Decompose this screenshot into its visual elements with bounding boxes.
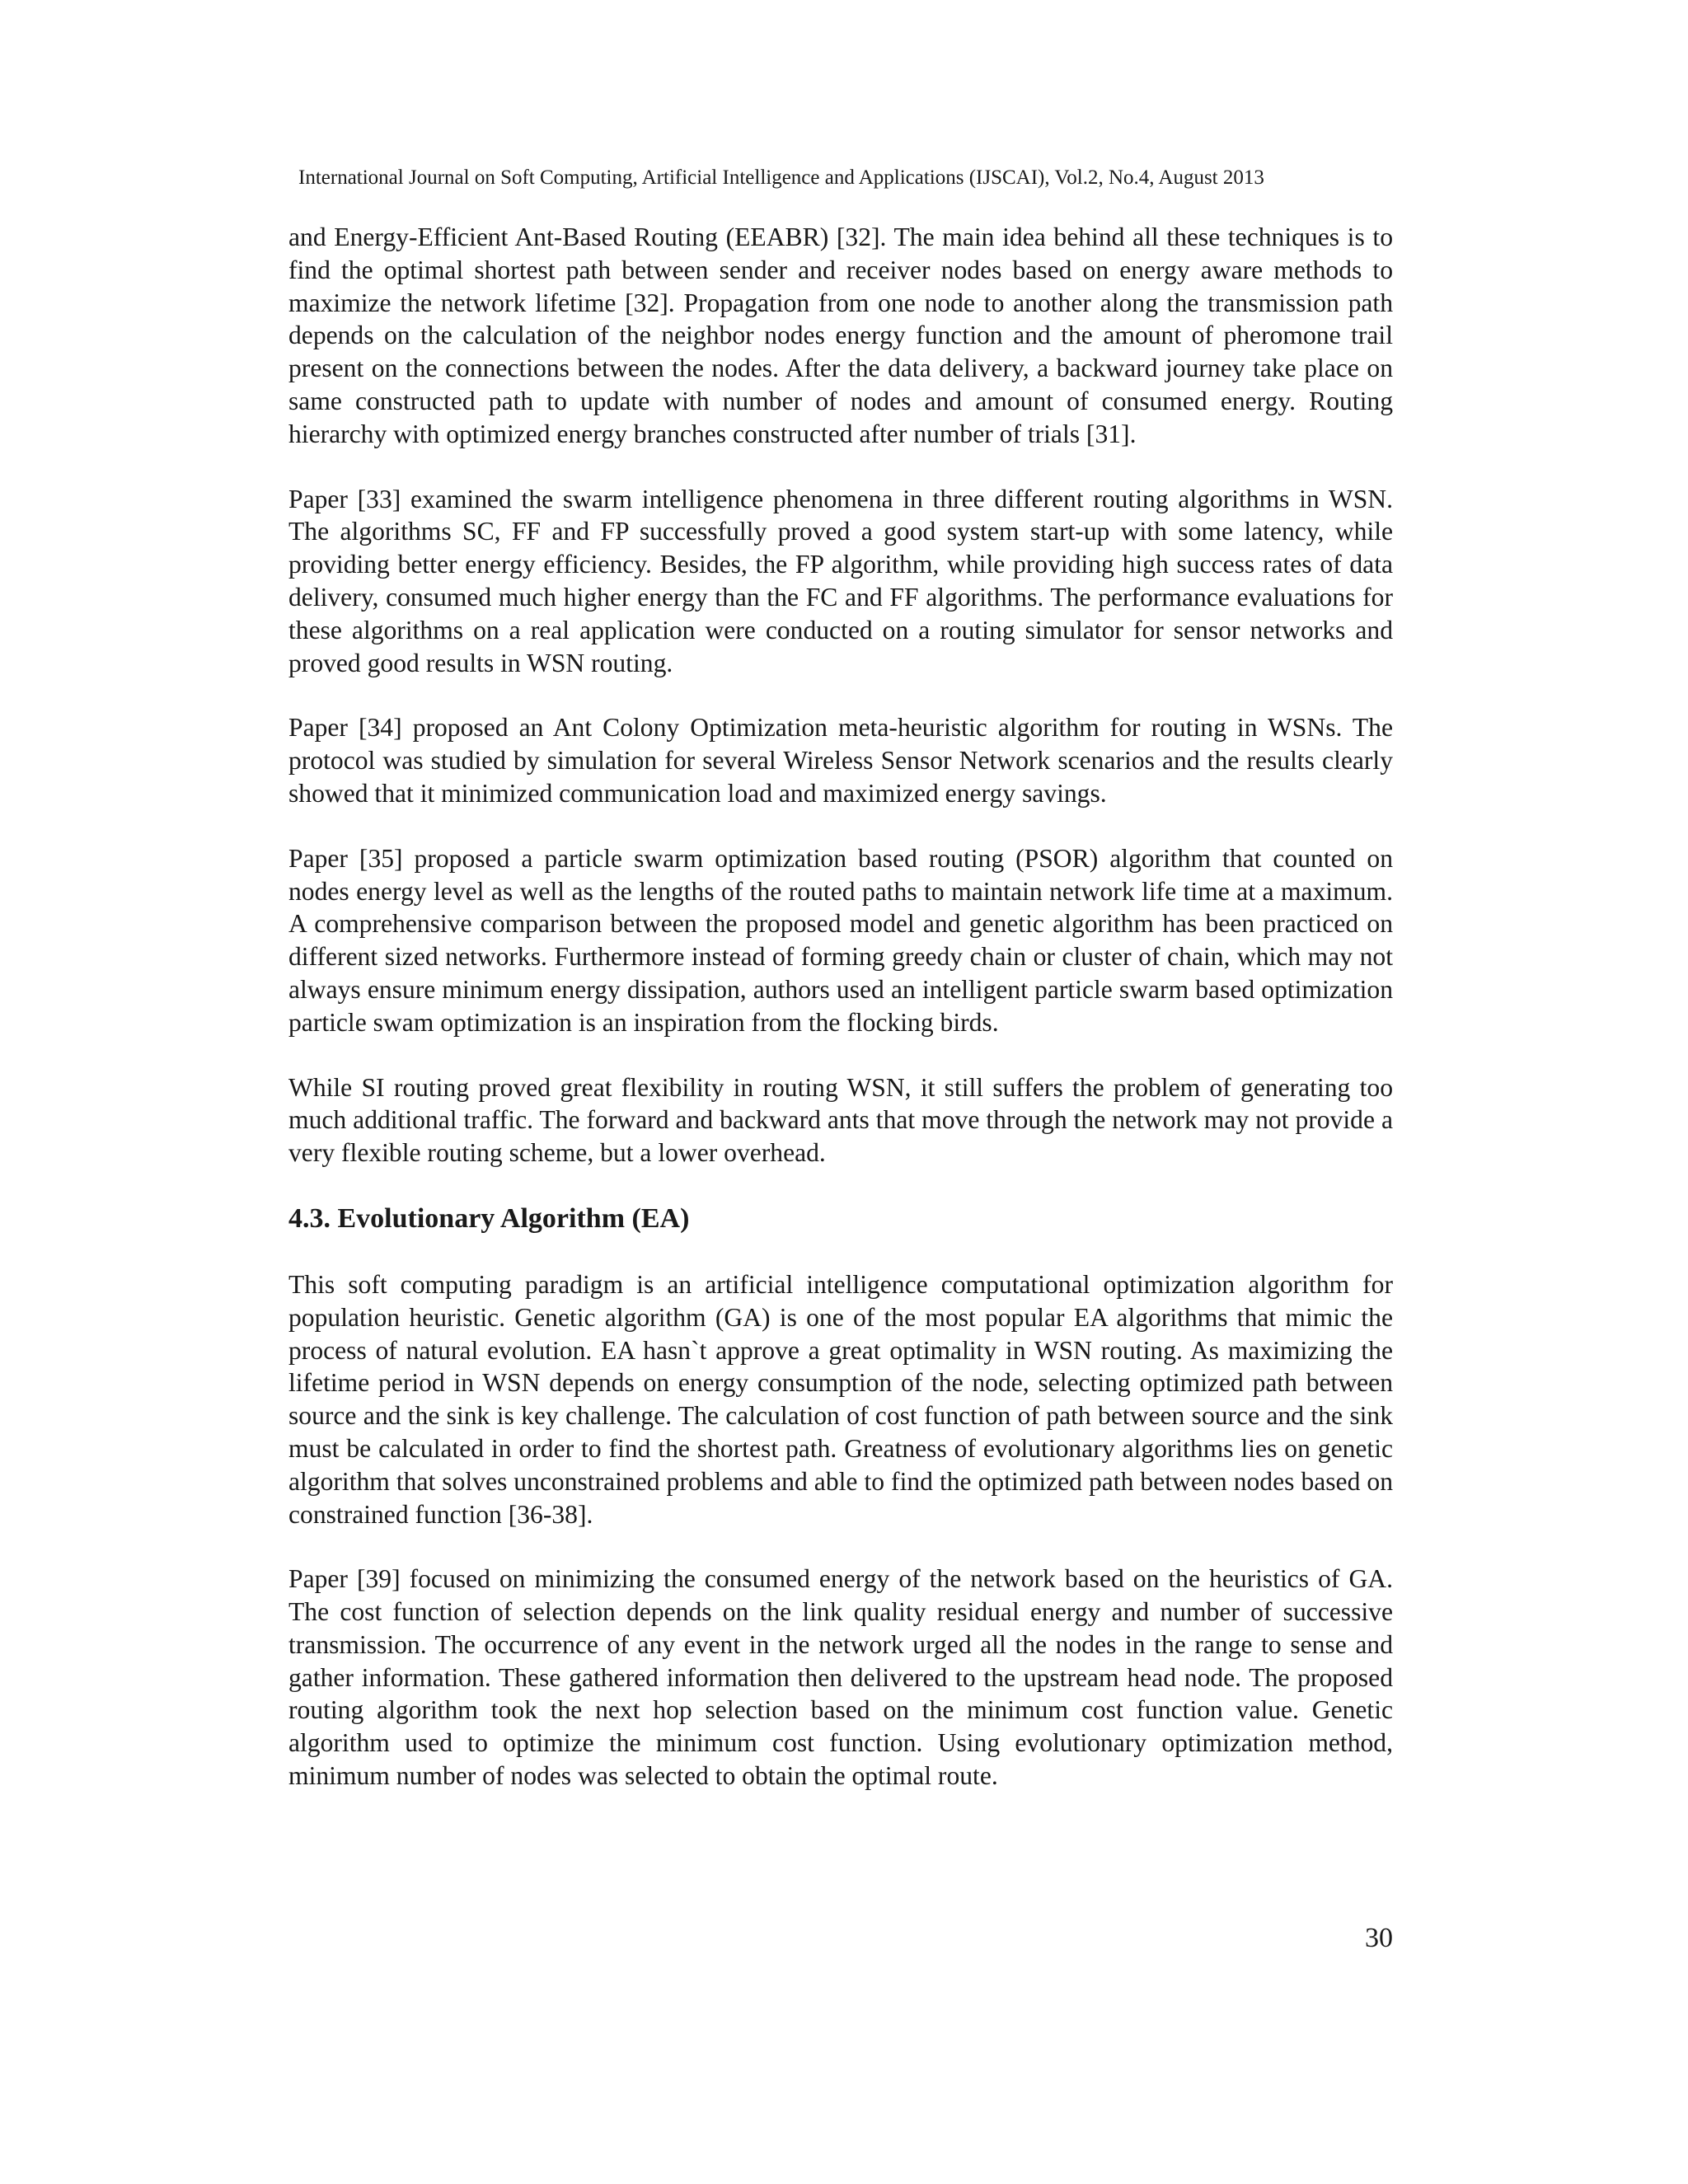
paragraph-eeabr: and Energy-Efficient Ant-Based Routing (EEABR) [32]. The main idea behind all these techniques is to find the optimal shortest path between sender and receiver nodes based on energy aware methods to maximize the network lifetime [32]. Propagation from one node to another along the transmission path depends on the calculation of the neighbor nodes energy function and the amount of pheromone trail present on the connections between the nodes. After the data delivery, a backward journey take place on same constructed path to update with number of nodes and amount of consumed energy. Routing hierarchy with optimized energy branches constructed after number of trials [31]. <box>288 223 1393 448</box>
paragraph-ea-intro: This soft computing paradigm is an artificial intelligence computational optimization algorithm for population heuristic. Genetic algorithm (GA) is one of the most popular EA algorithms that mimic the process of natural evolution. EA hasn`t approve a great optimality in WSN routing. As maximizing the lifetime period in WSN depends on energy consumption of the node, selecting optimized path between source and the sink is key challenge. The calculation of cost function of path between source and the sink must be calculated in order to find the shortest path. Greatness of evolutionary algorithms lies on genetic algorithm that solves unconstrained problems and able to find the optimized path between nodes based on constrained function [36-38]. <box>288 1269 1393 1529</box>
page-number: 30 <box>1365 1923 1393 1953</box>
section-heading: 4.3. Evolutionary Algorithm (EA) <box>288 1202 690 1234</box>
paragraph-paper-39: Paper [39] focused on minimizing the consumed energy of the network based on the heuristics of GA. The cost function of selection depends on the link quality residual energy and number of successive transmission. The occurrence of any event in the network urged all the nodes in the range to sense and gather information. These gathered information then delivered to the upstream head node. The proposed routing algorithm took the next hop selection based on the minimum cost function value. Genetic algorithm used to optimize the minimum cost function. Using evolutionary optimization method, minimum number of nodes was selected to obtain the optimal route. <box>288 1564 1393 1791</box>
running-header: International Journal on Soft Computing, Artificial Intelligence and Applications (IJSCAI), Vol.2, No.4, August 2013 <box>298 166 1264 189</box>
paragraph-si-routing: While SI routing proved great flexibility in routing WSN, it still suffers the problem of generating too much additional traffic. The forward and backward ants that move through the network may not provide a very flexible routing scheme, but a lower overhead. <box>288 1072 1393 1168</box>
paragraph-paper-34: Paper [34] proposed an Ant Colony Optimization meta-heuristic algorithm for routing in WSNs. The protocol was studied by simulation for several Wireless Sensor Network scenarios and the results clearly showed that it minimized communication load and maximized energy savings. <box>288 713 1393 808</box>
article-body <box>288 221 1393 1825</box>
paragraph-paper-33: Paper [33] examined the swarm intelligence phenomena in three different routing algorithms in WSN. The algorithms SC, FF and FP successfully proved a good system start-up with some latency, while providing better energy efficiency. Besides, the FP algorithm, while providing high success rates of data delivery, consumed much higher energy than the FC and FF algorithms. The performance evaluations for these algorithms on a real application were conducted on a routing simulator for sensor networks and proved good results in WSN routing. <box>288 484 1393 677</box>
paragraph-paper-35: Paper [35] proposed a particle swarm optimization based routing (PSOR) algorithm that counted on nodes energy level as well as the lengths of the routed paths to maintain network life time at a maximum. A comprehensive comparison between the proposed model and genetic algorithm has been practiced on different sized networks. Furthermore instead of forming greedy chain or cluster of chain, which may not always ensure minimum energy dissipation, authors used an intelligent particle swarm based optimization particle swam optimization is an inspiration from the flocking birds. <box>288 843 1393 1037</box>
